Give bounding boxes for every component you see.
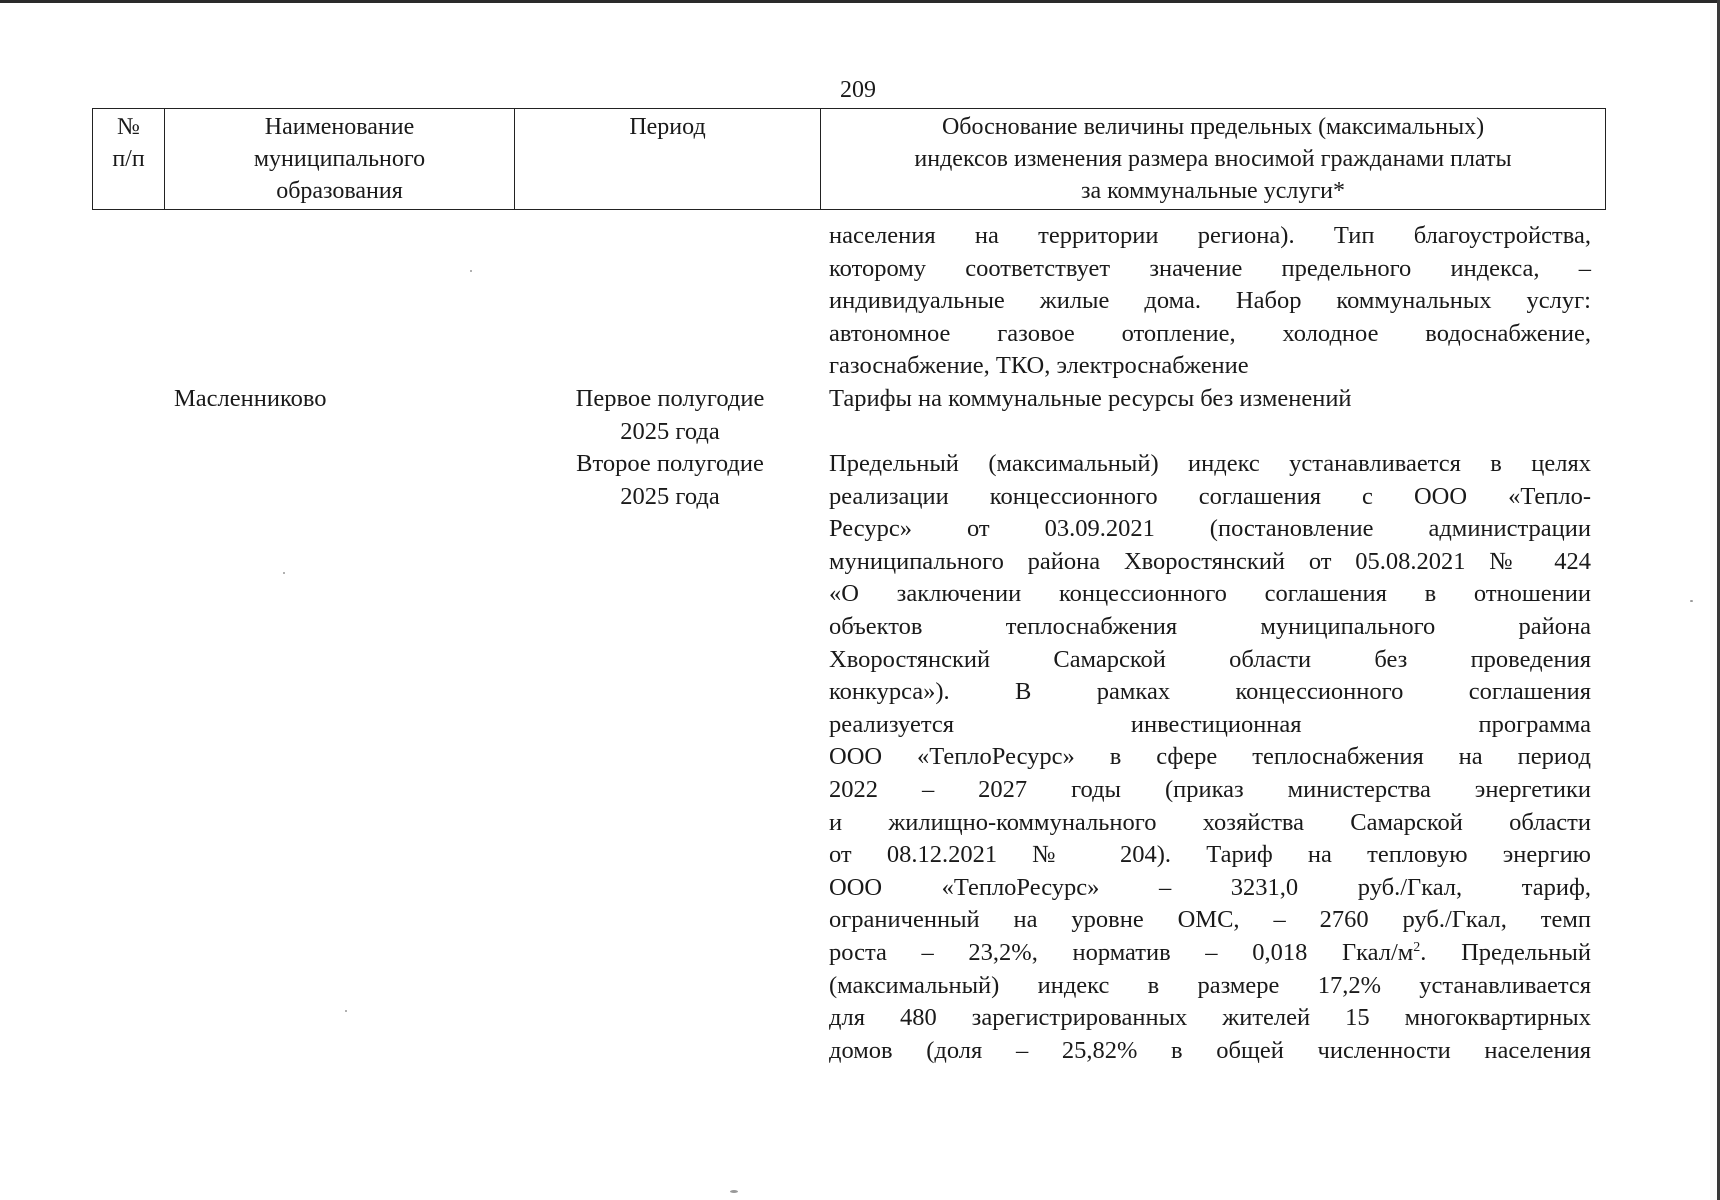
continuation-line: газоснабжение, ТКО, электроснабжение bbox=[829, 352, 1249, 380]
header-col-municipality-text: Наименование муниципального образования bbox=[253, 114, 426, 204]
justification-first-half: Тарифы на коммунальные ресурсы без изменений bbox=[829, 385, 1352, 412]
justification-line: от 08.12.2021 № 204). Тариф на тепловую энергию bbox=[829, 841, 1591, 869]
header-col-justification-text: Обоснование величины предельных (максимальных) индексов изменения размера вносимой гражданами платы за коммунальные услуги* bbox=[914, 114, 1512, 204]
justification-line: ограниченный на уровне ОМС, – 2760 руб./Гкал, темп bbox=[829, 906, 1591, 934]
municipality-name: Масленниково bbox=[174, 385, 327, 412]
header-col-municipality bbox=[165, 109, 515, 210]
continuation-line: населения на территории региона). Тип благоустройства, bbox=[829, 222, 1591, 249]
scan-top-edge bbox=[0, 0, 1720, 3]
continuation-line: индивидуальные жилые дома. Набор коммунальных услуг: bbox=[829, 287, 1591, 315]
scan-speck bbox=[470, 270, 472, 272]
justification-line: 2022 – 2027 годы (приказ министерства энергетики bbox=[829, 775, 1591, 803]
justification-line: объектов теплоснабжения муниципального района bbox=[829, 612, 1591, 640]
continuation-paragraph bbox=[829, 220, 1591, 383]
justification-line-tail: . Предельный bbox=[1420, 938, 1591, 966]
table-header bbox=[92, 108, 1606, 210]
scan-speck bbox=[345, 1010, 347, 1012]
header-col-justification bbox=[821, 109, 1606, 210]
header-col-period bbox=[515, 109, 821, 210]
period-first-half: Первое полугодие 2025 года bbox=[575, 385, 765, 445]
scan-speck bbox=[283, 572, 285, 574]
justification-line-main: роста – 23,2%, норматив – 0,018 Гкал/м bbox=[829, 938, 1414, 966]
superscript-two: 2 bbox=[1413, 939, 1421, 955]
justification-line: муниципального района Хворостянский от 05.08.2021 № 424 bbox=[829, 547, 1591, 575]
header-col-period-text: Период bbox=[629, 114, 706, 140]
justification-line-with-superscript bbox=[829, 937, 1591, 970]
justification-line: ООО «ТеплоРесурс» – 3231,0 руб./Гкал, тариф, bbox=[829, 873, 1591, 901]
continuation-line: которому соответствует значение предельного индекса, – bbox=[829, 254, 1591, 282]
justification-line: конкурса»). В рамках концессионного соглашения bbox=[829, 678, 1591, 706]
page-number: 209 bbox=[840, 77, 876, 103]
period-second-half: Второе полугодие 2025 года bbox=[576, 450, 764, 510]
justification-line: ООО «ТеплоРесурс» в сфере теплоснабжения на период bbox=[829, 743, 1591, 771]
justification-line: «О заключении концессионного соглашения в отношении bbox=[829, 580, 1591, 608]
justification-line: Хворостянский Самарской области без проведения bbox=[829, 645, 1591, 673]
header-row bbox=[93, 109, 1606, 210]
header-col-number-text: № п/п bbox=[112, 114, 145, 172]
justification-line: реализации концессионного соглашения с ООО «Тепло- bbox=[829, 482, 1591, 510]
justification-line: Ресурс» от 03.09.2021 (постановление администрации bbox=[829, 515, 1591, 543]
justification-line: домов (доля – 25,82% в общей численности населения bbox=[829, 1036, 1591, 1064]
justification-line: и жилищно-коммунального хозяйства Самарской области bbox=[829, 808, 1591, 836]
justification-line: Предельный (максимальный) индекс устанавливается в целях bbox=[829, 450, 1591, 477]
scan-speck bbox=[730, 1190, 738, 1193]
justification-second-half bbox=[829, 448, 1591, 1067]
continuation-line: автономное газовое отопление, холодное водоснабжение, bbox=[829, 319, 1591, 347]
justification-line: (максимальный) индекс в размере 17,2% устанавливается bbox=[829, 971, 1591, 999]
justification-line: реализуется инвестиционная программа bbox=[829, 710, 1591, 738]
scan-speck bbox=[1690, 600, 1693, 602]
justification-line: для 480 зарегистрированных жителей 15 многоквартирных bbox=[829, 1004, 1591, 1032]
header-col-number bbox=[93, 109, 165, 210]
